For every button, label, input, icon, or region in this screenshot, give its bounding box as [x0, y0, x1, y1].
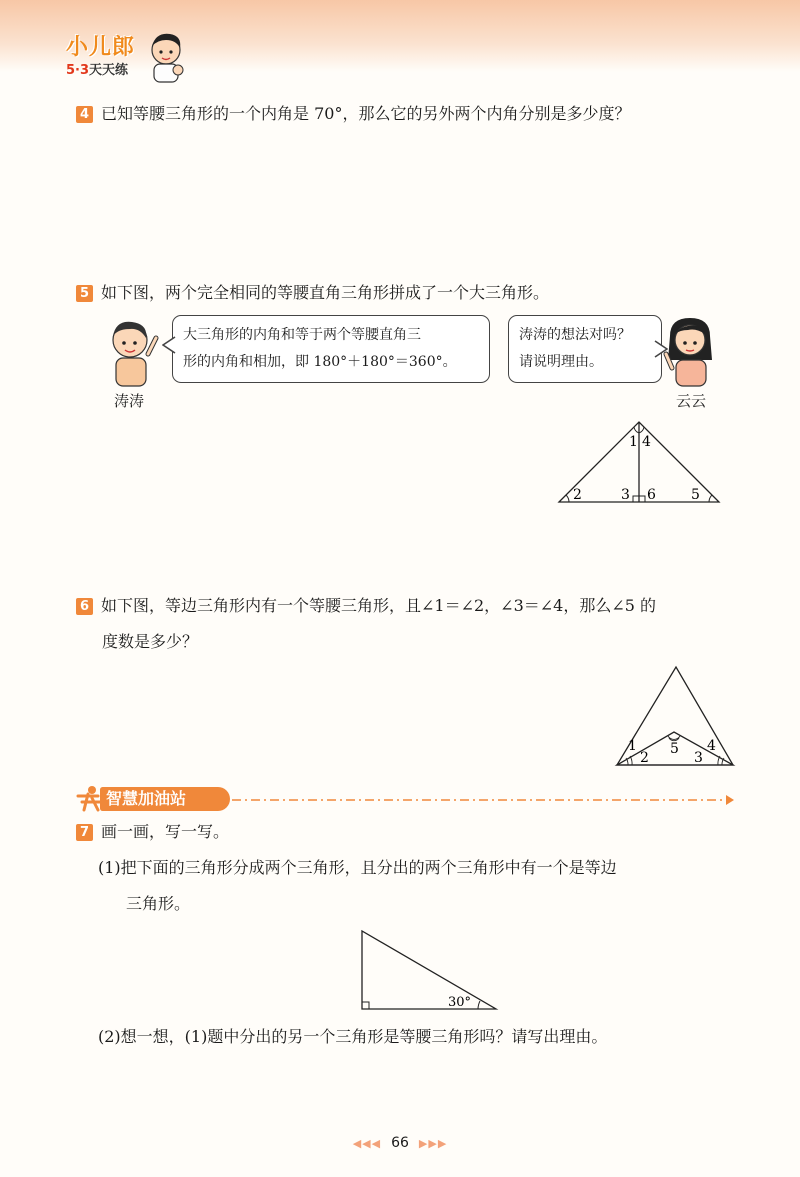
question-7-part1-line1: (1)把下面的三角形分成两个三角形，且分出的两个三角形中有一个是等边: [98, 858, 617, 877]
angle-label-3: 3: [694, 750, 703, 766]
question-7-part1-line2: 三角形。: [126, 894, 191, 913]
angle-label-4: 4: [707, 738, 716, 754]
speech-bubble-tail: [162, 336, 176, 354]
question-6: [76, 596, 656, 616]
question-4: [76, 104, 630, 124]
question-number: 5: [76, 285, 93, 302]
left-arrows-icon: ◀◀◀: [352, 1137, 382, 1150]
angle-label-30: 30°: [448, 995, 472, 1010]
question-number: 4: [76, 106, 93, 123]
angle-label-5: 5: [670, 741, 679, 757]
mascot-boy-icon: [148, 30, 188, 84]
speech-line: 涛涛的想法对吗？: [519, 327, 631, 343]
angle-label-5: 5: [691, 487, 700, 503]
girl-yunyun-icon: [660, 316, 720, 390]
angle-label-2: 2: [640, 750, 649, 766]
right-triangle-30-figure: [356, 926, 502, 1014]
speech-bubble-taotao: [172, 315, 490, 383]
speech-line: 形的内角和相加，即 180°＋180°＝360°。: [183, 354, 457, 370]
brand-logo: [66, 30, 135, 78]
angle-label-3: 3: [621, 487, 630, 503]
question-text: 如下图，等边三角形内有一个等腰三角形，且∠1＝∠2，∠3＝∠4，那么∠5 的: [101, 596, 657, 615]
question-text: 已知等腰三角形的一个内角是 70°，那么它的另外两个内角分别是多少度？: [101, 104, 631, 123]
brand-sub-number: 5·3: [66, 63, 90, 78]
question-5: [76, 283, 549, 303]
equilateral-triangle-figure: [612, 664, 738, 770]
speech-bubble-yunyun: [508, 315, 662, 383]
boy-taotao-icon: [104, 316, 166, 390]
dashed-arrow-line: [230, 793, 736, 807]
isosceles-right-triangles-figure: [555, 418, 725, 508]
speech-line: 大三角形的内角和等于两个等腰直角三: [183, 327, 421, 343]
question-6-line2: 度数是多少？: [102, 632, 199, 651]
brand-name: 小儿郎: [66, 35, 136, 60]
speech-line: 请说明理由。: [519, 354, 603, 370]
right-arrows-icon: ▶▶▶: [418, 1137, 448, 1150]
question-number: 6: [76, 598, 93, 615]
section-title: 智慧加油站: [100, 787, 230, 811]
question-7: [76, 822, 229, 842]
question-text: 如下图，两个完全相同的等腰直角三角形拼成了一个大三角形。: [101, 283, 550, 302]
angle-label-4: 4: [642, 434, 651, 450]
name-yunyun: 云云: [676, 392, 707, 410]
question-7-part2: (2)想一想，(1)题中分出的另一个三角形是等腰三角形吗？请写出理由。: [98, 1027, 608, 1046]
angle-label-2: 2: [573, 487, 582, 503]
angle-label-1: 1: [629, 434, 638, 450]
angle-label-1: 1: [628, 738, 637, 754]
angle-label-6: 6: [647, 487, 656, 503]
page-number: 66: [391, 1135, 409, 1151]
name-taotao: 涛涛: [114, 392, 145, 410]
question-number: 7: [76, 824, 93, 841]
brand-sub-text: 天天练: [89, 63, 129, 78]
brand-subtitle: [66, 59, 135, 78]
question-text: 画一画，写一写。: [101, 822, 230, 841]
page-footer: [0, 1135, 800, 1151]
